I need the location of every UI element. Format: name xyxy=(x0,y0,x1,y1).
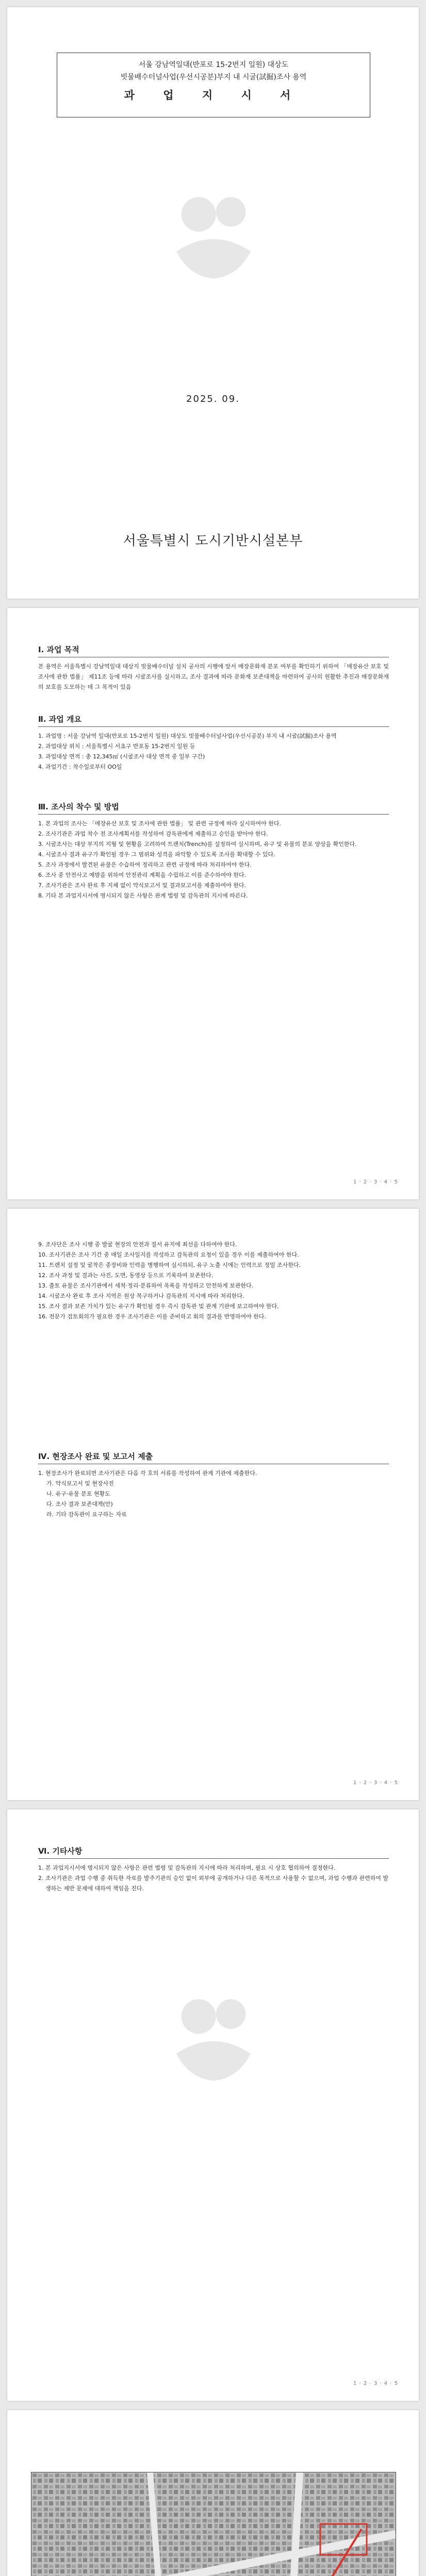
cover-title-main: 과 업 지 시 서 xyxy=(124,89,303,101)
content-page-3 xyxy=(7,1809,419,2401)
report-subitem: 나. 유구·유물 분포 현황도 xyxy=(46,1490,110,1497)
overview-item: 3. 과업대상 면적 : 총 12,345㎡ (시굴조사 대상 면적 중 일부 구간) xyxy=(38,753,205,760)
overview-item: 1. 과업명 : 서울 강남역 일대(반포로 15-2번지 일원) 대상도 빗물배수터널사업(우선시공분) 부지 내 시굴(試掘)조사 용역 xyxy=(38,733,337,739)
report-subitem: 라. 기타 감독관이 요구하는 자료 xyxy=(46,1511,127,1518)
section-method-continued xyxy=(38,1240,389,1322)
method-item: 1. 본 과업의 조사는 「매장유산 보호 및 조사에 관한 법률」 및 관련 규정에 따라 실시하여야 한다. xyxy=(38,820,281,827)
method-item: 6. 조사 중 안전사고 예방을 위하여 안전관리 계획을 수립하고 이를 준수하여야 한다. xyxy=(38,872,247,878)
cover-title-box xyxy=(57,53,370,117)
report-subitem: 가. 약식보고서 및 현장사진 xyxy=(46,1480,114,1487)
report-item: 1. 현장조사가 완료되면 조사기관은 다음 각 호의 서류를 작성하여 관계 기관에 제출한다. xyxy=(38,1470,257,1477)
method-item: 3. 시굴조사는 대상 부지의 지형 및 현황을 고려하여 트렌치(Trench)를 설정하여 실시하며, 유구 및 유물의 분포 양상을 확인한다. xyxy=(38,841,357,848)
section-method-head: Ⅲ. 조사의 착수 및 방법 xyxy=(38,801,389,815)
section-purpose-text: 본 용역은 서울특별시 강남역일대 대상지 빗물배수터널 설치 공사의 시행에 앞서 매장문화재 분포 여부를 확인하기 위하여 「매장유산 보호 및 조사에 관한 법률」 제11조 등에 따라 시굴조사를 실시하고, 조사 결과에 따라 문화재 보존대책을 마련하여 공사의 원활한 추진과 매장문화재의 보호를 도모하는 데 그 목적이 있음 xyxy=(38,663,389,690)
misc-item: 2. 조사기관은 과업 수행 중 취득한 자료를 발주기관의 승인 없이 외부에 공개하거나 다른 목적으로 사용할 수 없으며, 과업 수행과 관련하여 발생하는 제반 문제에 대하여 책임을 진다. xyxy=(38,1875,388,1892)
seoul-emblem-icon xyxy=(152,1979,275,2103)
method-item: 14. 시굴조사 완료 후 조사 지역은 원상 복구하거나 감독관의 지시에 따라 처리한다. xyxy=(38,1293,244,1299)
cover-title-line2: 빗물배수터널사업(우선시공분)부지 내 시굴(試掘)조사 용역 xyxy=(120,73,307,81)
method-item: 15. 조사 결과 보존 가치가 있는 유구가 확인될 경우 즉시 감독관 및 관계 기관에 보고하여야 한다. xyxy=(38,1303,279,1310)
section-report xyxy=(38,1451,389,1520)
method-item: 8. 기타 본 과업지시서에 명시되지 않은 사항은 관계 법령 및 감독관의 지시에 따른다. xyxy=(38,892,248,899)
cover-date: 2025. 09. xyxy=(186,394,240,404)
page-footer: 1 · 2 · 3 · 4 · 5 xyxy=(353,1780,398,1786)
cover-page xyxy=(7,7,419,599)
section-misc xyxy=(38,1845,389,1894)
misc-item: 1. 본 과업지시서에 명시되지 않은 사항은 관련 법령 및 감독관의 지시에 따라 처리하며, 필요 시 상호 협의하여 결정한다. xyxy=(38,1865,336,1871)
location-map xyxy=(31,2472,396,2576)
method-item: 13. 출토 유물은 조사기관에서 세척·정리·분류하여 목록을 작성하고 안전하게 보관한다. xyxy=(38,1282,254,1289)
content-page-2 xyxy=(7,1209,419,1800)
method-item: 9. 조사단은 조사 시행 중 발굴 현장의 안전과 질서 유지에 최선을 다하여야 한다. xyxy=(38,1241,237,1248)
method-item: 11. 트렌치 설정 및 굴착은 중장비와 인력을 병행하여 실시하되, 유구 노출 시에는 인력으로 정밀 조사한다. xyxy=(38,1262,301,1268)
method-item: 2. 조사기관은 과업 착수 전 조사계획서를 작성하여 감독관에게 제출하고 승인을 받아야 한다. xyxy=(38,831,268,837)
page-footer: 1 · 2 · 3 · 4 · 5 xyxy=(353,1179,398,1185)
section-purpose-head: Ⅰ. 과업 목적 xyxy=(38,644,389,657)
report-subitem: 다. 조사 결과 보존대책(안) xyxy=(46,1501,113,1507)
seoul-emblem-icon xyxy=(152,177,275,301)
page-footer: 1 · 2 · 3 · 4 · 5 xyxy=(353,2381,398,2386)
section-overview xyxy=(38,714,389,772)
overview-item: 4. 과업기간 : 착수일로부터 OO일 xyxy=(38,764,122,770)
section-overview-head: Ⅱ. 과업 개요 xyxy=(38,714,389,727)
method-item: 12. 조사 과정 및 결과는 사진, 도면, 동영상 등으로 기록하여 보존한다. xyxy=(38,1272,214,1279)
section-purpose xyxy=(38,644,389,694)
cover-title-line1: 서울 강남역일대(반포로 15-2번지 일원) 대상도 xyxy=(138,61,289,69)
method-item: 5. 조사 과정에서 발견된 유물은 수습하여 정리하고 관련 규정에 따라 처리하여야 한다. xyxy=(38,861,252,868)
section-report-head: Ⅳ. 현장조사 완료 및 보고서 제출 xyxy=(38,1451,389,1464)
map-page-1 xyxy=(7,2410,419,2576)
method-item: 16. 전문가 검토회의가 필요한 경우 조사기관은 이를 준비하고 회의 결과를 반영하여야 한다. xyxy=(38,1313,266,1320)
content-page-1 xyxy=(7,608,419,1199)
location-map-image xyxy=(31,2472,396,2576)
method-item: 10. 조사기관은 조사 기간 중 매일 조사일지를 작성하고 감독관의 요청이 있을 경우 이를 제출하여야 한다. xyxy=(38,1251,299,1258)
overview-item: 2. 과업대상 위치 : 서울특별시 서초구 반포동 15-2번지 일원 등 xyxy=(38,743,195,750)
section-method xyxy=(38,801,389,901)
method-item: 7. 조사기관은 조사 완료 후 지체 없이 약식보고서 및 결과보고서를 제출하여야 한다. xyxy=(38,882,247,889)
cover-org: 서울특별시 도시기반시설본부 xyxy=(123,533,303,549)
method-item: 4. 시굴조사 결과 유구가 확인될 경우 그 범위와 성격을 파악할 수 있도록 조사를 확대할 수 있다. xyxy=(38,851,275,858)
section-misc-head: Ⅵ. 기타사항 xyxy=(38,1845,389,1859)
